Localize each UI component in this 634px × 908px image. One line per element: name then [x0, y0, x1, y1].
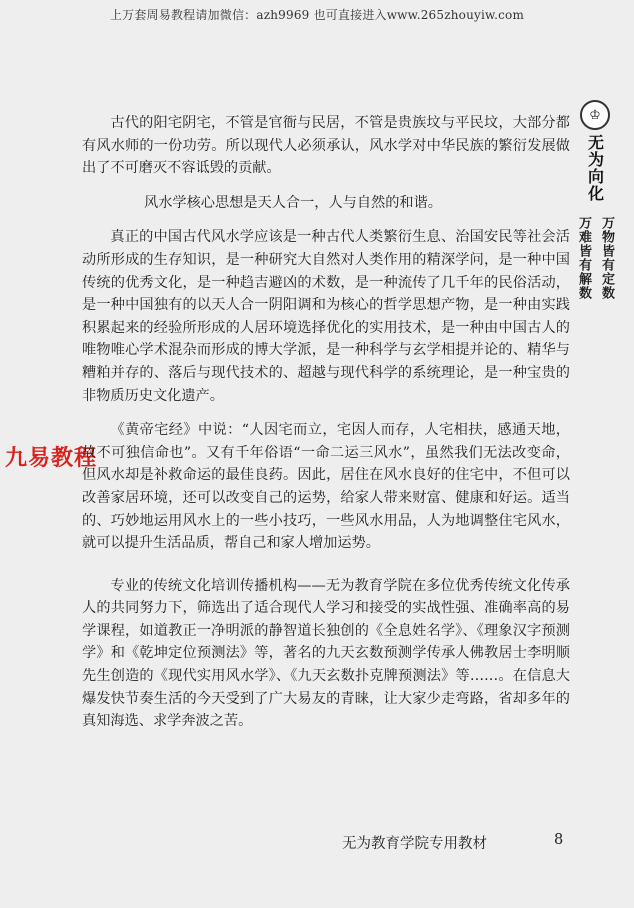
side-mottos — [574, 216, 616, 300]
side-motto-2: 万难皆有解数 — [576, 216, 591, 300]
body-text — [82, 112, 570, 733]
paragraph-5: 专业的传统文化培训传播机构——无为教育学院在多位优秀传统文化传承人的共同努力下，筛选出了适合现代人学习和接受的实战性强、准确率高的易学课程，如道教正一净明派的静智道长独创的《全息姓名学》、《理象汉字预测学》和《乾坤定位预测法》等，著名的九天玄数预测学传承人佛教居士李明顺先生创造的《现代实用风水学》、《九天玄数扑克牌预测法》等……。在信息大爆发快节奏生活的今天受到了广大易友的青睐，让大家少走弯路，省却多年的真知海选、求学奔波之苦。 — [82, 577, 570, 730]
watermark-text: 九易教程 — [5, 446, 98, 471]
core-idea-line: 风水学核心思想是天人合一，人与自然的和谐。 — [144, 194, 442, 211]
paragraph-4: 《黄帝宅经》中说：“人因宅而立，宅因人而存，人宅相扶，感通天地，故不可独信命也”。又有千年俗语“一命二运三风水”，虽然我们无法改变命，但风水却是补救命运的最佳良药。因此，居住在风水良好的住宅中，不但可以改善家居环境，还可以改变自己的运势，给家人带来财富、健康和好运。适当的、巧妙地运用风水上的一些小技巧，一些风水用品，人为地调整住宅风水，就可以提升生活品质，帮自己和家人增加运势。 — [82, 422, 570, 552]
paragraph-1: 古代的阳宅阴宅，不管是官衙与民居，不管是贵族坟与平民坟，大部分都有风水师的一份功劳。所以现代人必须承认，风水学对中华民族的繁衍发展做出了不可磨灭不容诋毁的贡献。 — [82, 115, 570, 177]
page-number: 8 — [554, 832, 564, 848]
side-motto-1: 万物皆有定数 — [599, 216, 614, 300]
side-column — [571, 100, 619, 300]
paragraph-3: 真正的中国古代风水学应该是一种古代人类繁衍生息、治国安民等社会活动所形成的生存知识，是一种研究大自然对人类作用的精深学问，是一种中国传统的优秀文化，是一种趋吉避凶的术数，是一种流传了几千年的民俗活动，是一种中国独有的以天人合一阴阳调和为核心的哲学思想产物，是一种由实践积累起来的经验所形成的人居环境选择优化的实用技术，是一种由中国古人的唯物唯心学术混杂而形成的博大学派，是一种科学与玄学相提并论的、精华与糟粕并存的、落后与现代技术的、超越与现代科学的系统理论，是一种宝贵的非物质历史文化遗产。 — [82, 229, 570, 404]
top-banner: 上万套周易教程请加微信：azh9969 也可直接进入www.265zhouyiw.com — [109, 8, 525, 22]
side-title: 无为向化 — [585, 134, 605, 202]
ornate-crest-icon: ♔ — [580, 100, 610, 130]
footer-label: 无为教育学院专用教材 — [342, 836, 487, 852]
